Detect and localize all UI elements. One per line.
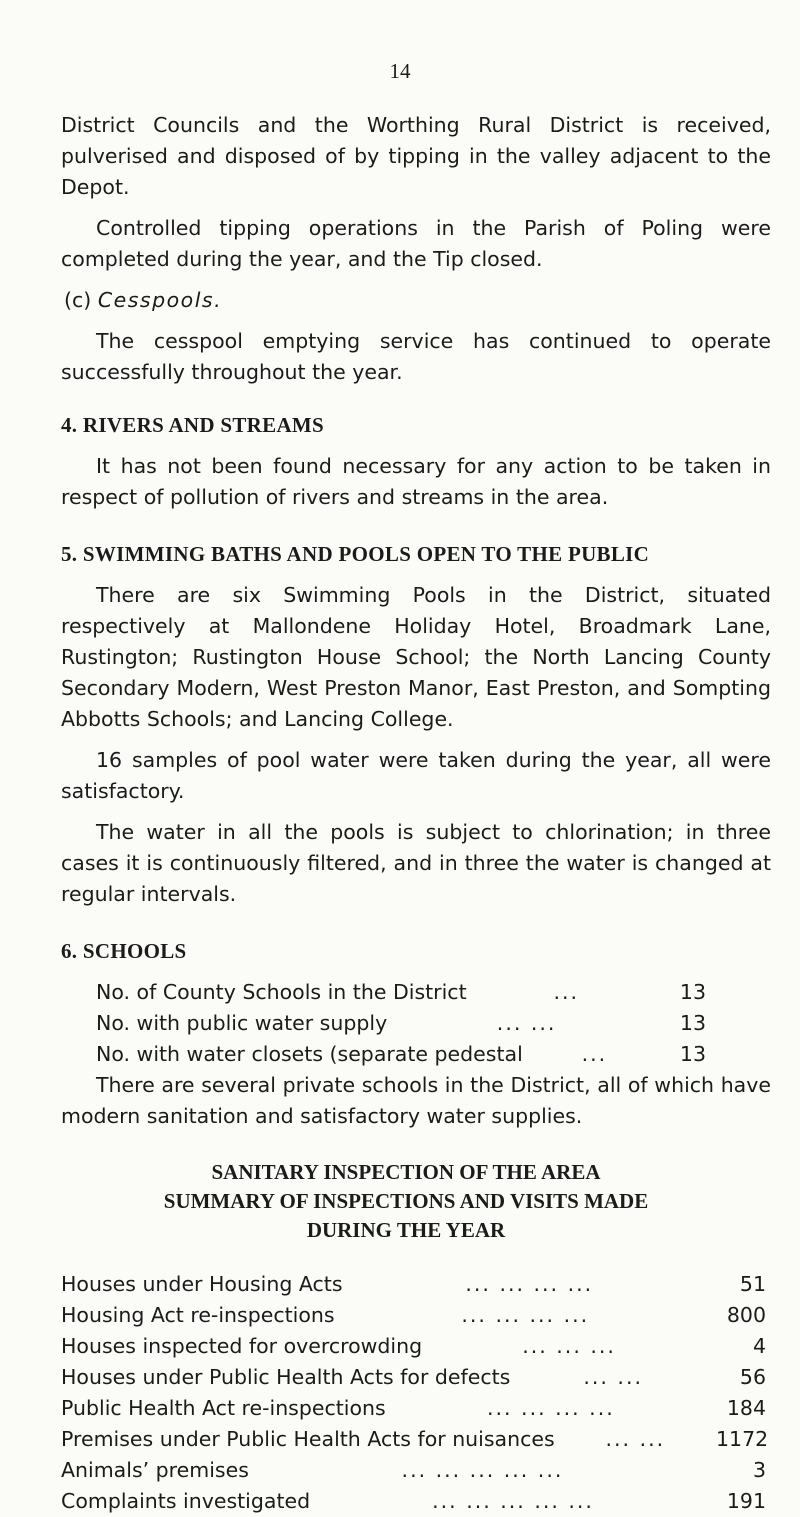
row-leader: ... ... ... ... ... <box>432 1489 594 1513</box>
table-row <box>61 1486 766 1517</box>
paragraph-tipping: District Councils and the Worthing Rural District is received, pulverised and disposed of by tipping in the valley adjacent to the Depot. <box>61 113 771 199</box>
summary-table <box>61 1269 769 1517</box>
paragraph-chlorination: The water in all the pools is subject to chlorination; in three cases it is continuously filtered, and in three the water is changed at regular intervals. <box>61 820 771 906</box>
row-label: Houses inspected for overcrowding <box>61 1334 423 1358</box>
paragraph-rivers: It has not been found necessary for any action to be taken in respect of pollution of rivers and streams in the area. <box>61 454 771 509</box>
row-label: No. with water closets (separate pedestal <box>96 1042 523 1066</box>
row-value: 1172 <box>716 1427 769 1451</box>
table-row <box>96 1039 706 1070</box>
table-row <box>96 977 706 1008</box>
table-row <box>61 1362 766 1393</box>
heading-swimming: 5. SWIMMING BATHS AND POOLS OPEN TO THE PUBLIC <box>61 542 650 566</box>
table-row <box>61 1393 766 1424</box>
row-value: 56 <box>739 1365 766 1389</box>
paragraph-poling: Controlled tipping operations in the Parish of Poling were completed during the year, and the Tip closed. <box>61 216 771 271</box>
paragraph-cesspools: The cesspool emptying service has continued to operate successfully throughout the year. <box>61 329 771 384</box>
row-label: Premises under Public Health Acts for nuisances <box>61 1427 555 1451</box>
paragraph-samples: 16 samples of pool water were taken during the year, all were satisfactory. <box>61 748 771 803</box>
row-value: 184 <box>726 1396 766 1420</box>
schools-table <box>96 977 706 1070</box>
row-leader: ... ... ... <box>522 1334 616 1358</box>
row-leader: ... ... ... ... <box>465 1272 594 1296</box>
subheading-cesspools <box>61 285 771 316</box>
row-leader: ... ... ... ... <box>461 1303 590 1327</box>
row-leader: ... <box>581 1042 608 1066</box>
row-leader: ... ... ... ... <box>486 1396 615 1420</box>
subheading-label: (c) <box>64 288 92 312</box>
row-leader: ... ... <box>496 1011 557 1035</box>
row-label: Complaints investigated <box>61 1489 311 1513</box>
table-row <box>96 1008 706 1039</box>
table-row <box>61 1269 766 1300</box>
page-number: 14 <box>389 59 411 83</box>
row-value: 4 <box>752 1334 766 1358</box>
document-body <box>61 110 771 1517</box>
paragraph-pools: There are six Swimming Pools in the District, situated respectively at Mallondene Holiday Hotel, Broadmark Lane, Rustington; Rustington House School; the North Lancing County Secondary Modern, West Preston Manor, East Preston, and Sompting Abbotts Schools; and Lancing College. <box>61 583 771 731</box>
row-label: No. of County Schools in the District <box>96 980 467 1004</box>
row-label: Houses under Public Health Acts for defects <box>61 1365 511 1389</box>
row-value: 3 <box>752 1458 766 1482</box>
row-leader: ... ... ... ... ... <box>401 1458 564 1482</box>
row-value: 13 <box>679 1042 706 1066</box>
row-label: Animals’ premises <box>61 1458 249 1482</box>
table-row <box>61 1424 769 1455</box>
heading-rivers: 4. RIVERS AND STREAMS <box>61 413 325 437</box>
row-value: 51 <box>739 1272 766 1296</box>
subheading-title: Cesspools. <box>97 288 223 312</box>
summary-heading <box>61 1158 771 1245</box>
row-value: 13 <box>679 1011 706 1035</box>
summary-heading-line: SUMMARY OF INSPECTIONS AND VISITS MADE <box>163 1189 649 1213</box>
row-value: 191 <box>726 1489 766 1513</box>
row-label: Public Health Act re-inspections <box>61 1396 386 1420</box>
row-leader: ... ... <box>583 1365 643 1389</box>
table-row <box>61 1455 766 1486</box>
row-label: No. with public water supply <box>96 1011 388 1035</box>
row-value: 800 <box>726 1303 766 1327</box>
paragraph-private-schools: There are several private schools in the District, all of which have modern sanitation and satisfactory water supplies. <box>61 1073 771 1128</box>
row-value: 13 <box>679 980 706 1004</box>
summary-heading-line: DURING THE YEAR <box>306 1218 506 1242</box>
summary-heading-line: SANITARY INSPECTION OF THE AREA <box>211 1160 601 1184</box>
table-row <box>61 1331 766 1362</box>
row-leader: ... <box>553 980 580 1004</box>
table-row <box>61 1300 766 1331</box>
row-leader: ... ... <box>605 1427 666 1451</box>
heading-schools: 6. SCHOOLS <box>61 939 187 963</box>
row-label: Housing Act re-inspections <box>61 1303 335 1327</box>
row-label: Houses under Housing Acts <box>61 1272 343 1296</box>
